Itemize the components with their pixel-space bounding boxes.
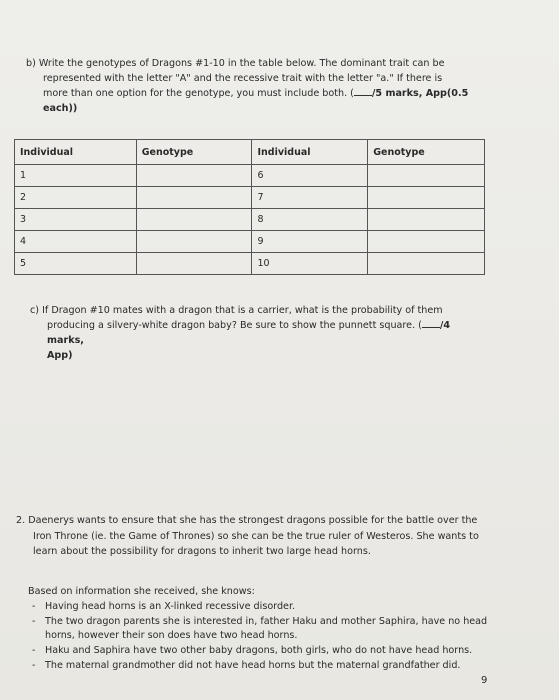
individual-cell: 10 — [252, 253, 368, 275]
part-c-line-2 — [30, 318, 490, 348]
list-item: - Haku and Saphira have two other baby dragons, both girls, who do not have head horns. — [28, 644, 498, 659]
question-2-line-3: learn about the possibility for dragons to inherit two large head horns. — [33, 546, 371, 557]
question-2 — [16, 513, 496, 560]
individual-cell: 9 — [252, 231, 368, 253]
individual-cell: 3 — [15, 209, 137, 231]
genotype-cell[interactable] — [136, 253, 252, 275]
known-list — [28, 600, 498, 674]
individual-cell: 8 — [252, 209, 368, 231]
table-row — [15, 253, 485, 275]
individual-cell: 1 — [15, 165, 137, 187]
table-header-row — [15, 140, 485, 165]
part-c-question — [30, 303, 490, 363]
individual-cell: 6 — [252, 165, 368, 187]
genotype-cell[interactable] — [368, 209, 485, 231]
marks-blank — [422, 318, 440, 328]
list-item: - Having head horns is an X-linked recessive disorder. — [28, 600, 498, 615]
part-c-line-1: c) If Dragon #10 mates with a dragon that is a carrier, what is the probability of them — [30, 305, 443, 316]
list-item: - The maternal grandmother did not have head horns but the maternal grandfather did. — [28, 659, 498, 674]
header-individual-left: Individual — [15, 140, 137, 165]
part-b-marks: /5 marks, App(0.5 — [371, 88, 469, 99]
part-b-line-1: b) Write the genotypes of Dragons #1-10 in the table below. The dominant trait can be — [26, 58, 445, 69]
table-row — [15, 187, 485, 209]
individual-cell: 4 — [15, 231, 137, 253]
genotype-cell[interactable] — [136, 231, 252, 253]
marks-blank — [354, 86, 372, 96]
genotype-cell[interactable] — [136, 165, 252, 187]
part-b-instructions — [26, 56, 486, 116]
part-b-line-3-text: more than one option for the genotype, you must include both. ( — [43, 88, 354, 99]
part-c-marks: /4 marks, — [47, 320, 451, 346]
individual-cell: 5 — [15, 253, 137, 275]
page-number: 9 — [481, 675, 488, 686]
genotype-cell[interactable] — [136, 187, 252, 209]
individual-cell: 2 — [15, 187, 137, 209]
genotype-cell[interactable] — [136, 209, 252, 231]
part-c-line-3: App) — [47, 350, 73, 361]
genotype-cell[interactable] — [368, 165, 485, 187]
part-b-line-4: each)) — [43, 103, 78, 114]
genotype-cell[interactable] — [368, 187, 485, 209]
genotype-cell[interactable] — [368, 231, 485, 253]
header-individual-right: Individual — [252, 140, 368, 165]
list-item: - The two dragon parents she is interested in, father Haku and mother Saphira, have no head horns, however their son does have two head horns. — [28, 615, 498, 645]
genotype-table — [14, 139, 485, 275]
question-2-line-1: 2. Daenerys wants to ensure that she has the strongest dragons possible for the battle over the — [16, 515, 478, 526]
part-b-line-3 — [26, 86, 486, 101]
part-b-line-2: represented with the letter "A" and the recessive trait with the letter "a." If there is — [43, 73, 443, 84]
header-genotype-left: Genotype — [136, 140, 252, 165]
genotype-cell[interactable] — [368, 253, 485, 275]
question-2-line-2: Iron Throne (ie. the Game of Thrones) so she can be the true ruler of Westeros. She wants to — [33, 530, 479, 542]
part-c-line-2-text: producing a silvery-white dragon baby? Be sure to show the punnett square. ( — [47, 320, 422, 331]
known-intro: Based on information she received, she knows: — [28, 586, 255, 597]
header-genotype-right: Genotype — [368, 140, 485, 165]
known-facts — [28, 585, 498, 674]
table-row — [15, 231, 485, 253]
table-row — [15, 209, 485, 231]
table-row — [15, 165, 485, 187]
individual-cell: 7 — [252, 187, 368, 209]
